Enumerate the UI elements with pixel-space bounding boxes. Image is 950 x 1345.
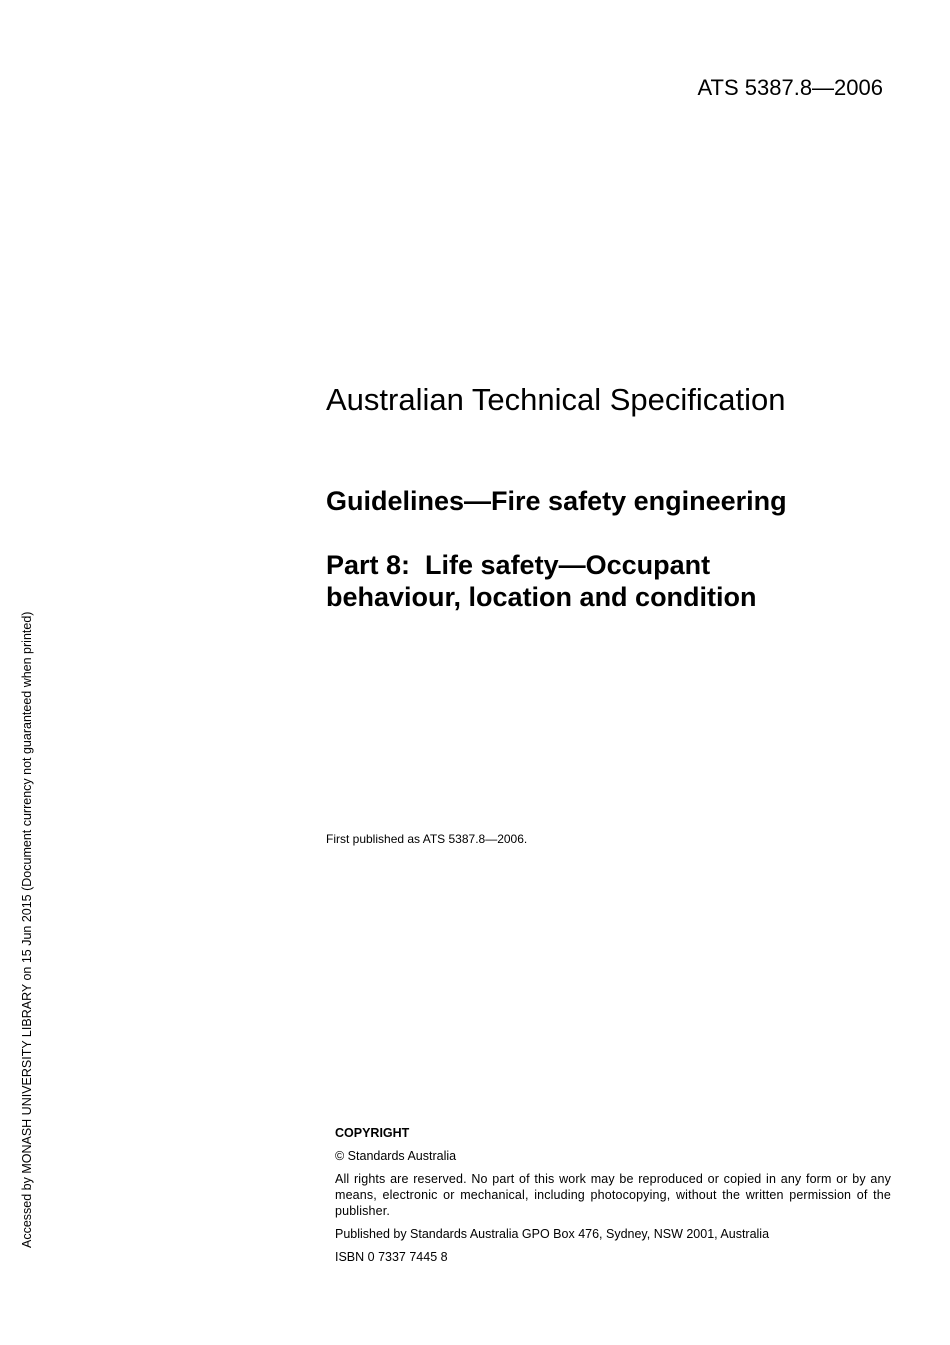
first-published-note: First published as ATS 5387.8—2006. — [326, 832, 528, 846]
part-title-line: behaviour, location and condition — [326, 582, 757, 612]
copyright-block — [335, 1125, 891, 1272]
copyright-heading: COPYRIGHT — [335, 1126, 410, 1140]
publisher-address: Published by Standards Australia GPO Box 476, Sydney, NSW 2001, Australia — [335, 1227, 770, 1241]
specification-type: Australian Technical Specification — [326, 382, 786, 417]
access-watermark: Accessed by MONASH UNIVERSITY LIBRARY on 15 Jun 2015 (Document currency not guaranteed when printed) — [20, 611, 34, 1248]
series-title: Guidelines—Fire safety engineering — [326, 486, 787, 516]
document-number: ATS 5387.8—2006 — [697, 75, 883, 100]
part-title-line: Part 8: Life safety—Occupant — [326, 550, 711, 580]
part-title — [326, 549, 886, 613]
isbn: ISBN 0 7337 7445 8 — [335, 1250, 448, 1264]
copyright-holder: © Standards Australia — [335, 1149, 457, 1163]
rights-statement: All rights are reserved. No part of this work may be reproduced or copied in any form or by any means, electronic or mechanical, including photocopying, without the written permission of the publisher. — [335, 1172, 891, 1218]
